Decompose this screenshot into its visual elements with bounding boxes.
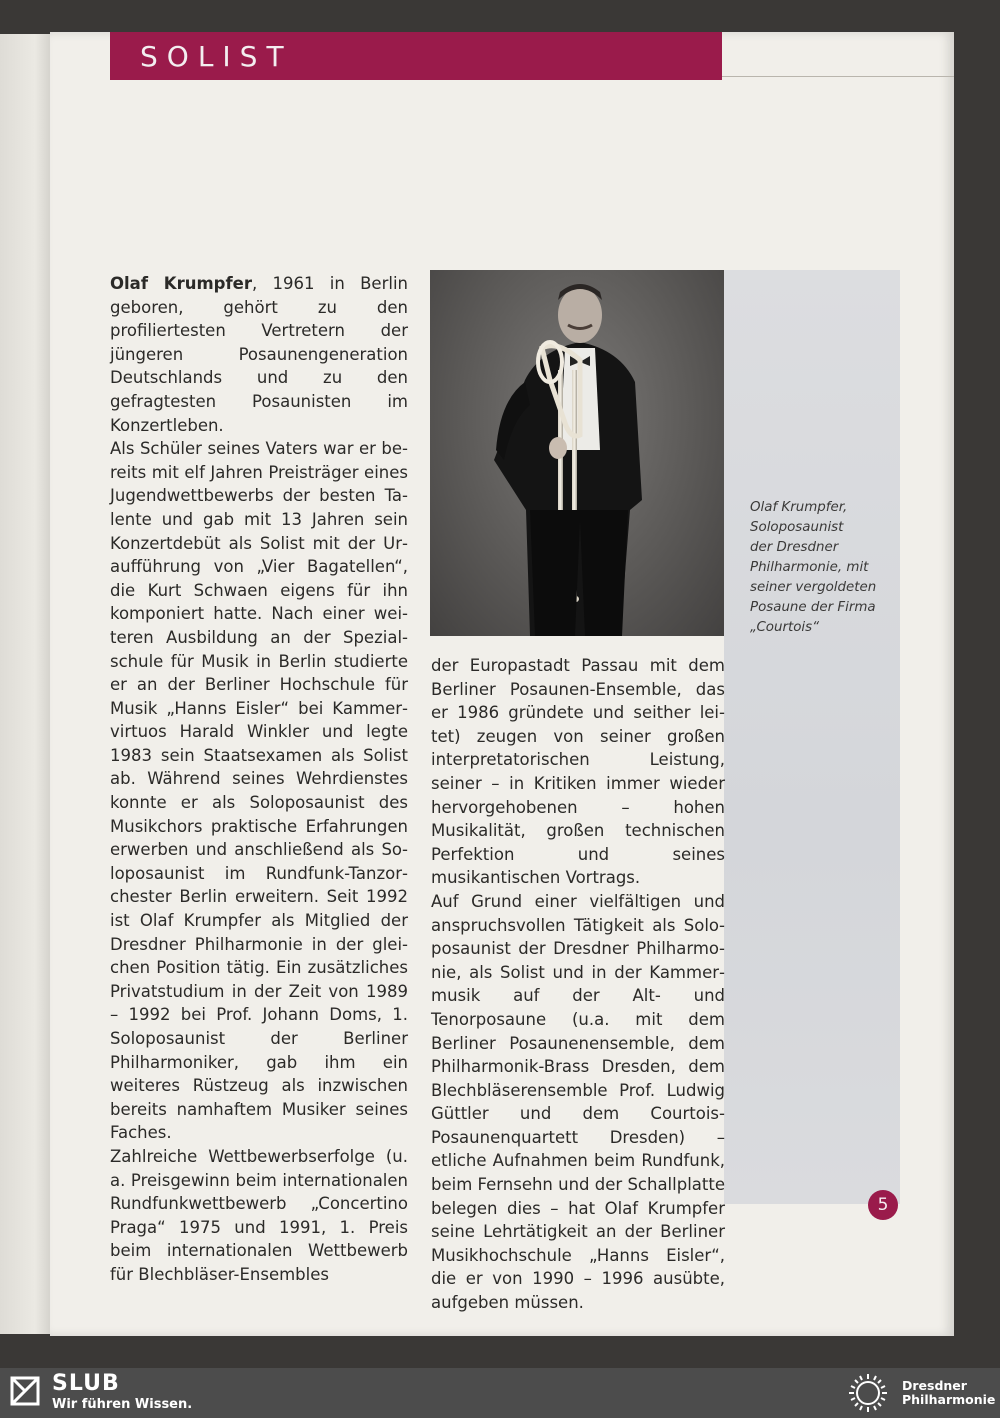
gray-background-panel: [724, 270, 900, 1204]
soloist-photo: [430, 270, 724, 636]
soloist-name: Olaf Krumpfer: [110, 274, 252, 293]
caption-line: Philharmonie, mit: [750, 560, 869, 575]
caption-line: Soloposaunist: [750, 520, 844, 535]
caption-line: „Courtois“: [750, 620, 820, 635]
biography-paragraph: Als Schüler seines Vaters war er bereits mit elf Jahren Preisträger eines Jugendwettbewerbs der besten Talente und gab mit 13 Jahren sein Konzertdebüt als Solist mit der Uraufführung von „Vier Bagatellen“, die Kurt Schwaen eigens für ihn komponiert hatte. Nach einer weiteren Ausbildung an der Spezialschule für Musik in Berlin studierte er an der Berliner Hochschule für Musik „Hanns Eisler“ bei Kammervirtuos Harald Winkler und legte 1983 sein Staatsexamen als Solist ab. Während seines Wehrdienstes konnte er als Soloposaunist des Musikchors praktische Erfahrungen erwerben und anschließend als Soloposaunist im Rundfunk-Tanzorchester Berlin erweitern. Seit 1992 ist Olaf Krumpfer als Mitglied der Dresdner Philharmonie in der gleichen Position tätig. Ein zusätzliches Privatstudium in der Zeit von 1989 – 1992 bei Prof. Johann Doms, 1. Soloposaunist der Berliner Philharmoniker, gab ihm ein weiteres Rüstzeug als inzwischen bereits namhaftem Musiker seines Faches.: [110, 439, 408, 1143]
brochure-page: [50, 32, 954, 1336]
viewer-footer-bar: [0, 1368, 1000, 1418]
partner-name-line-1: Dresdner: [902, 1378, 967, 1393]
section-header-band: [110, 32, 722, 80]
intro-paragraph: [110, 272, 408, 437]
caption-line: Posaune der Firma: [750, 600, 876, 615]
caption-line: seiner vergoldeten: [750, 580, 877, 595]
awards-paragraph: Zahlreiche Wettbewerbserfolge (u. a. Preisgewinn beim internationalen Rundfunkwettbewerb „Concertino Praga“ 1975 und 1991, 1. Preis beim internationalen Wettbewerb für Blechbläser-Ensembles: [110, 1146, 408, 1284]
dresdner-philharmonie-logo-icon[interactable]: [840, 1370, 896, 1416]
caption-line: der Dresdner: [750, 540, 839, 555]
page-number-badge: 5: [868, 1190, 898, 1220]
photo-caption: [750, 498, 900, 638]
partner-name-line-2: Philharmonie: [902, 1392, 996, 1407]
slub-title[interactable]: SLUB: [52, 1371, 120, 1396]
previous-page-edge: [0, 34, 50, 1334]
caption-line: Olaf Krumpfer,: [750, 500, 848, 515]
header-rule: [722, 76, 954, 77]
intro-text: , 1961 in Berlin geboren, gehört zu den profiliertesten Vertretern der jüngeren Posaunengeneration Deutschlands und zu den gefragtesten Posaunisten im Konzertleben.: [110, 274, 408, 435]
text-column-1: [110, 272, 408, 1287]
career-paragraph: Auf Grund einer vielfältigen und anspruchsvollen Tätigkeit als Soloposaunist der Dresdner Philharmonie, als Solist und in der Kammermusik auf der Alt- und Tenorposaune (u.a. mit dem Berliner Posaunenensemble, dem Philharmonik-Brass Dresden, dem Blechbläserensemble Prof. Ludwig Güttler und dem Courtois-Posaunenquartett Dresden) – etliche Aufnahmen beim Rundfunk, beim Fernsehn und der Schallplatte belegen dies – hat Olaf Krumpfer seine Lehrtätigkeit an der Berliner Musikhochschule „Hanns Eisler“, die er von 1990 – 1996 ausübte, aufgeben müssen.: [431, 891, 725, 1313]
continuation-paragraph: der Europastadt Passau mit dem Berliner Posaunen-Ensemble, das er 1986 gründete und seither leitet) zeugen von seiner großen interpretatorischen Leistung, seiner – in Kritiken immer wieder hervorgehobenen – hohen Musikalität, großen technischen Perfektion und seines musikantischen Vortrags.: [431, 656, 725, 888]
section-title: SOLIST: [140, 40, 293, 73]
slub-logo-icon[interactable]: [10, 1376, 40, 1406]
trombonist-portrait-image: [430, 270, 724, 636]
text-column-2: [431, 654, 725, 1315]
partner-name: [902, 1379, 995, 1407]
slub-tagline: Wir führen Wissen.: [52, 1397, 193, 1412]
